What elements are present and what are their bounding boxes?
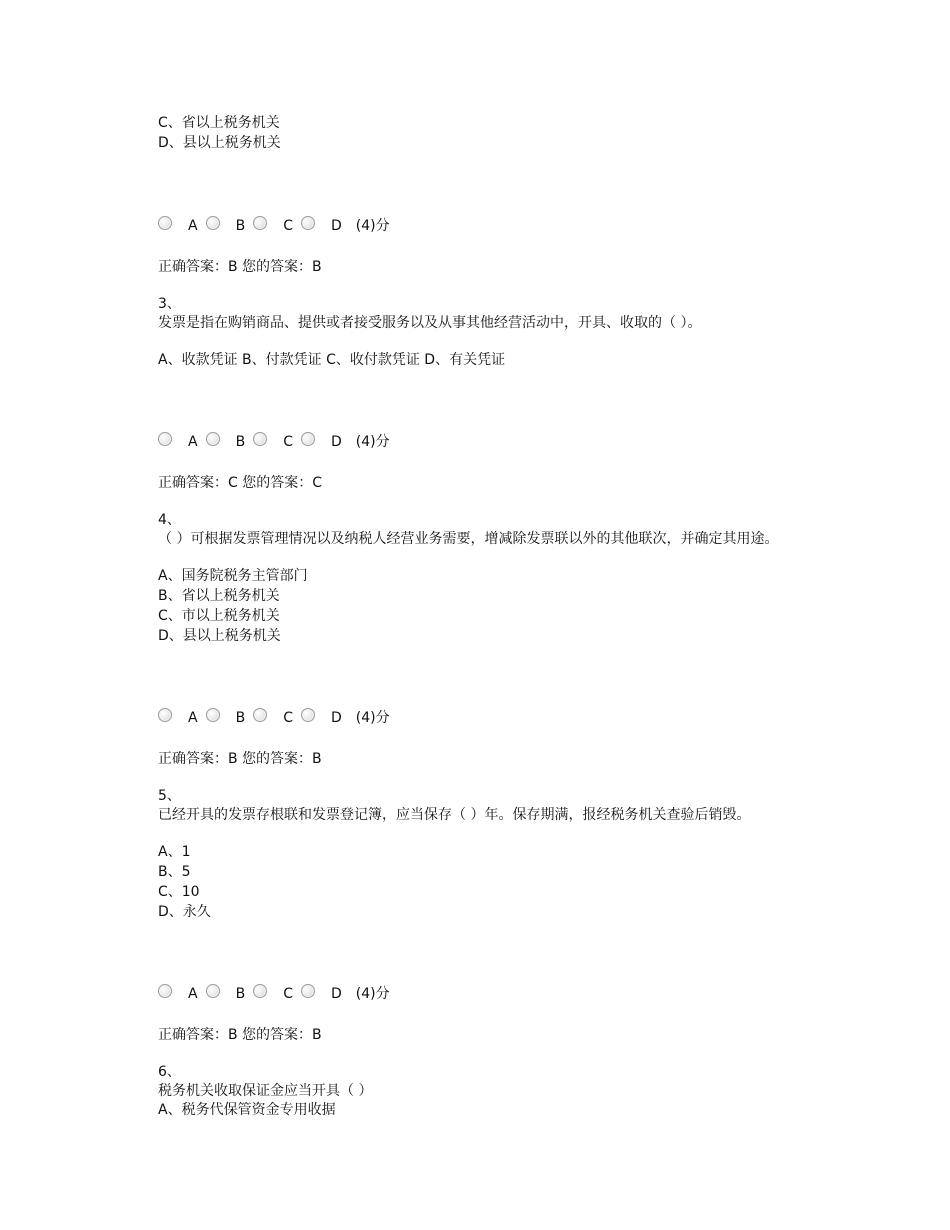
q3-radio-c-label: C xyxy=(283,434,293,450)
q2-radio-a-label: A xyxy=(188,218,198,234)
q5-answer: 正确答案：B 您的答案：B xyxy=(158,1027,322,1043)
q5-radio-c-label: C xyxy=(283,986,293,1002)
q6-option-a: A、税务代保管资金专用收据 xyxy=(158,1102,336,1118)
q2-score: (4)分 xyxy=(355,218,390,234)
q4-radio-d[interactable] xyxy=(301,708,315,722)
q3-number: 3、 xyxy=(158,296,181,312)
q3-radio-b-label: B xyxy=(235,434,246,450)
q3-radio-a-label: A xyxy=(188,434,198,450)
q5-radio-group xyxy=(158,980,390,1004)
q3-radio-b[interactable] xyxy=(206,432,220,446)
q3-score: (4)分 xyxy=(355,434,390,450)
q4-radio-a[interactable] xyxy=(158,708,172,722)
q4-radio-group xyxy=(158,704,390,728)
q4-option-d: D、县以上税务机关 xyxy=(158,628,281,644)
q5-radio-a[interactable] xyxy=(158,984,172,998)
q2-option-c: C、省以上税务机关 xyxy=(158,115,280,131)
q5-text: 已经开具的发票存根联和发票登记簿，应当保存（ ）年。保存期满，报经税务机关查验后销毁。 xyxy=(158,807,751,823)
q2-option-d: D、县以上税务机关 xyxy=(158,135,281,151)
q2-radio-group xyxy=(158,212,390,236)
q3-radio-group xyxy=(158,428,390,452)
q4-radio-b[interactable] xyxy=(206,708,220,722)
q2-radio-b[interactable] xyxy=(206,216,220,230)
q3-radio-d-label: D xyxy=(330,434,342,450)
q5-option-b: B、5 xyxy=(158,864,191,880)
q5-number: 5、 xyxy=(158,788,181,804)
q5-radio-d[interactable] xyxy=(301,984,315,998)
q2-radio-d[interactable] xyxy=(301,216,315,230)
q4-score: (4)分 xyxy=(355,710,390,726)
q4-text: （ ）可根据发票管理情况以及纳税人经营业务需要，增减除发票联以外的其他联次，并确定其用途。 xyxy=(158,531,779,547)
q4-option-b: B、省以上税务机关 xyxy=(158,588,280,604)
q4-number: 4、 xyxy=(158,512,181,528)
q4-answer: 正确答案：B 您的答案：B xyxy=(158,751,322,767)
q5-option-a: A、1 xyxy=(158,844,191,860)
q5-radio-b[interactable] xyxy=(206,984,220,998)
q5-radio-a-label: A xyxy=(188,986,198,1002)
q2-answer: 正确答案：B 您的答案：B xyxy=(158,259,322,275)
q4-radio-d-label: D xyxy=(330,710,342,726)
q4-option-c: C、市以上税务机关 xyxy=(158,608,280,624)
q6-number: 6、 xyxy=(158,1064,181,1080)
q3-text: 发票是指在购销商品、提供或者接受服务以及从事其他经营活动中，开具、收取的（ ）。 xyxy=(158,315,702,331)
q2-radio-b-label: B xyxy=(235,218,246,234)
q2-radio-a[interactable] xyxy=(158,216,172,230)
q5-radio-d-label: D xyxy=(330,986,342,1002)
q5-option-c: C、10 xyxy=(158,884,200,900)
q5-radio-c[interactable] xyxy=(253,984,267,998)
q5-option-d: D、永久 xyxy=(158,904,211,920)
q3-radio-a[interactable] xyxy=(158,432,172,446)
q4-option-a: A、国务院税务主管部门 xyxy=(158,568,308,584)
q4-radio-c[interactable] xyxy=(253,708,267,722)
q5-radio-b-label: B xyxy=(235,986,246,1002)
q5-score: (4)分 xyxy=(355,986,390,1002)
q3-radio-d[interactable] xyxy=(301,432,315,446)
q3-options: A、收款凭证 B、付款凭证 C、收付款凭证 D、有关凭证 xyxy=(158,352,506,368)
q4-radio-c-label: C xyxy=(283,710,293,726)
q3-answer: 正确答案：C 您的答案：C xyxy=(158,475,323,491)
q2-radio-c-label: C xyxy=(283,218,293,234)
q2-radio-d-label: D xyxy=(330,218,342,234)
q6-text: 税务机关收取保证金应当开具（ ） xyxy=(158,1083,373,1099)
q4-radio-a-label: A xyxy=(188,710,198,726)
q4-radio-b-label: B xyxy=(235,710,246,726)
q2-radio-c[interactable] xyxy=(253,216,267,230)
q3-radio-c[interactable] xyxy=(253,432,267,446)
